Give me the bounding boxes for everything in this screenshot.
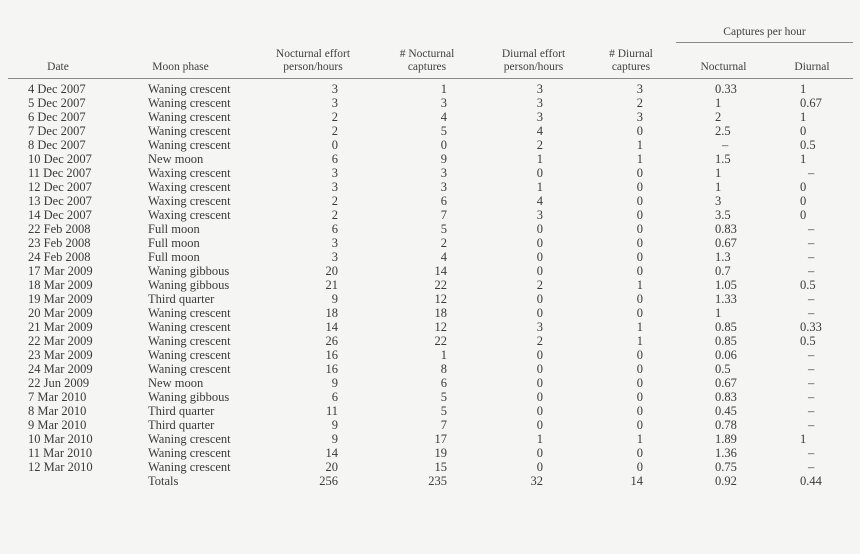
cell: 9 xyxy=(331,417,338,432)
cell: 1 xyxy=(440,81,447,96)
cell: 12 Mar 2010 xyxy=(28,459,93,474)
cell: 0 xyxy=(536,221,543,236)
table-row xyxy=(8,292,853,306)
cell: Full moon xyxy=(148,249,200,264)
cell: 21 Mar 2009 xyxy=(28,319,93,334)
cell: 0.33 xyxy=(715,81,737,96)
cell: 6 xyxy=(440,375,447,390)
cell: 2 xyxy=(536,137,543,152)
cell: 24 Mar 2009 xyxy=(28,361,93,376)
cell: 1 xyxy=(800,151,807,166)
cell: 8 Mar 2010 xyxy=(28,403,87,418)
header-spacer xyxy=(373,26,481,43)
cell: Waning crescent xyxy=(148,347,231,362)
captures-per-hour-group-header: Captures per hour xyxy=(676,26,853,43)
cell: – xyxy=(808,305,815,320)
col-header-label: Moon phase xyxy=(152,60,209,73)
cell: 2 xyxy=(536,277,543,292)
table-row xyxy=(8,404,853,418)
cell: 0.67 xyxy=(715,375,737,390)
cell: 0.67 xyxy=(800,95,822,110)
cell: Full moon xyxy=(148,235,200,250)
cell: 0 xyxy=(636,179,643,194)
col-header-label: Nocturnal effort xyxy=(275,47,351,60)
cell: 4 xyxy=(440,249,447,264)
cell: – xyxy=(808,375,815,390)
cell: Waning crescent xyxy=(148,123,231,138)
cell: 1 xyxy=(715,165,722,180)
cell: 17 xyxy=(434,431,447,446)
cell: 0.83 xyxy=(715,389,737,404)
cell: 0 xyxy=(536,249,543,264)
cell: 0 xyxy=(636,221,643,236)
cell: New moon xyxy=(148,375,204,390)
cell: 3 xyxy=(331,81,338,96)
cell: 4 xyxy=(536,123,543,138)
cell: – xyxy=(808,249,815,264)
cell: Waxing crescent xyxy=(148,165,231,180)
cell: 3 xyxy=(331,179,338,194)
cell: 12 xyxy=(434,291,447,306)
cell: 0.5 xyxy=(800,137,816,152)
cell: Waning crescent xyxy=(148,361,231,376)
cell: 0 xyxy=(636,417,643,432)
cell: 19 Mar 2009 xyxy=(28,291,93,306)
cell: 1.3 xyxy=(715,249,731,264)
col-header-cph-diurnal xyxy=(771,43,853,79)
cell: Third quarter xyxy=(148,403,215,418)
cell: 11 Mar 2010 xyxy=(28,445,93,460)
cell: 0.75 xyxy=(715,459,737,474)
cell: 0 xyxy=(636,207,643,222)
cell: 2 xyxy=(331,193,338,208)
table-row xyxy=(8,166,853,180)
cell: 22 xyxy=(434,277,447,292)
cell: 0 xyxy=(800,179,807,194)
cell: 3 xyxy=(331,235,338,250)
cell: 0.83 xyxy=(715,221,737,236)
cell: – xyxy=(808,389,815,404)
cell: 0 xyxy=(636,389,643,404)
cell: 0 xyxy=(636,193,643,208)
table-row xyxy=(8,124,853,138)
cell: Waning crescent xyxy=(148,319,231,334)
col-header-cph-nocturnal xyxy=(676,43,771,79)
cell: 0 xyxy=(636,263,643,278)
table-row xyxy=(8,278,853,292)
cell: 0 xyxy=(331,137,338,152)
col-header-label: # Diurnal xyxy=(609,47,653,60)
cell: 2 xyxy=(440,235,447,250)
cell: – xyxy=(808,403,815,418)
cell: 22 Mar 2009 xyxy=(28,333,93,348)
cell: 2 xyxy=(331,109,338,124)
cell: 21 xyxy=(325,277,338,292)
cell: 0 xyxy=(636,165,643,180)
cell: 18 xyxy=(325,305,338,320)
cell: – xyxy=(722,137,729,152)
cell: 32 xyxy=(530,473,543,488)
cell: 0.78 xyxy=(715,417,737,432)
cell: 0.44 xyxy=(800,473,822,488)
table-row xyxy=(8,180,853,194)
cell: 3 xyxy=(536,319,543,334)
col-header-label: Diurnal effort xyxy=(501,47,566,60)
col-header-label: # Nocturnal xyxy=(399,47,455,60)
table-body xyxy=(8,78,853,488)
group-header-row xyxy=(8,26,853,43)
table-row xyxy=(8,96,853,110)
table-row xyxy=(8,418,853,432)
cell: Waxing crescent xyxy=(148,207,231,222)
cell: 1.05 xyxy=(715,277,737,292)
table-header xyxy=(8,26,853,78)
cell: 5 xyxy=(440,389,447,404)
header-spacer xyxy=(108,26,253,43)
cell: 3 xyxy=(331,165,338,180)
cell: 1 xyxy=(636,319,643,334)
cell: 6 xyxy=(331,151,338,166)
cell: 23 Mar 2009 xyxy=(28,347,93,362)
cell: 2.5 xyxy=(715,123,731,138)
cell: 0 xyxy=(536,389,543,404)
cell: 2 xyxy=(715,109,722,124)
table-row xyxy=(8,236,853,250)
cell: 0 xyxy=(536,403,543,418)
cell: 0 xyxy=(536,305,543,320)
cell: 0.92 xyxy=(715,473,737,488)
col-header-label: Nocturnal xyxy=(700,60,747,73)
cell: 15 xyxy=(434,459,447,474)
cell: 0 xyxy=(536,459,543,474)
cell: 0 xyxy=(636,403,643,418)
cell: 22 Jun 2009 xyxy=(28,375,90,390)
cell: Waning crescent xyxy=(148,445,231,460)
cell: 1 xyxy=(636,151,643,166)
cell: 12 xyxy=(434,319,447,334)
cell: 23 Feb 2008 xyxy=(28,235,91,250)
cell: 8 Dec 2007 xyxy=(28,137,86,152)
header-spacer xyxy=(8,26,108,43)
cell: 13 Dec 2007 xyxy=(28,193,92,208)
cell: 0 xyxy=(636,249,643,264)
cell: 0 xyxy=(536,235,543,250)
cell: 1.36 xyxy=(715,445,737,460)
cell: 0 xyxy=(536,263,543,278)
cell: Third quarter xyxy=(148,291,215,306)
cell: 0 xyxy=(636,361,643,376)
col-header-label: Date xyxy=(47,60,69,73)
cell: 1 xyxy=(636,431,643,446)
cell: 2 xyxy=(331,123,338,138)
cell: 3 xyxy=(331,95,338,110)
cell: 1 xyxy=(800,109,807,124)
cell: Waning crescent xyxy=(148,109,231,124)
cell: 20 xyxy=(325,459,338,474)
cell: 3 xyxy=(536,95,543,110)
table-row xyxy=(8,446,853,460)
cell: 20 Mar 2009 xyxy=(28,305,93,320)
cell: 7 xyxy=(440,417,447,432)
cell: 24 Feb 2008 xyxy=(28,249,91,264)
cell: Waning crescent xyxy=(148,333,231,348)
cell: 16 xyxy=(325,361,338,376)
col-header-moon-phase xyxy=(108,43,253,79)
cell: 3 xyxy=(636,81,643,96)
col-header-label: Diurnal xyxy=(794,60,830,73)
cell: 0 xyxy=(440,137,447,152)
cell: 0 xyxy=(536,291,543,306)
cell: Third quarter xyxy=(148,417,215,432)
cell: 1 xyxy=(636,137,643,152)
survey-effort-table xyxy=(8,26,853,488)
cell: 26 xyxy=(325,333,338,348)
table-row xyxy=(8,264,853,278)
table-row xyxy=(8,138,853,152)
cell: 0.67 xyxy=(715,235,737,250)
cell: – xyxy=(808,165,815,180)
table-row xyxy=(8,208,853,222)
header-spacer xyxy=(586,26,676,43)
cell: 19 xyxy=(434,445,447,460)
table-row xyxy=(8,460,853,474)
cell: 16 xyxy=(325,347,338,362)
table-row xyxy=(8,250,853,264)
cell: Full moon xyxy=(148,221,200,236)
cell: 1 xyxy=(715,179,722,194)
cell: – xyxy=(808,347,815,362)
cell: Totals xyxy=(148,473,179,488)
cell: 5 xyxy=(440,123,447,138)
cell: – xyxy=(808,263,815,278)
cell: 0.33 xyxy=(800,319,822,334)
cell: 0.06 xyxy=(715,347,737,362)
cell: 0.7 xyxy=(715,263,731,278)
cell: 0 xyxy=(636,347,643,362)
cell: 0 xyxy=(536,165,543,180)
cell: 0.5 xyxy=(715,361,731,376)
cell: 0 xyxy=(536,347,543,362)
cell: 4 xyxy=(440,109,447,124)
cell: 0.45 xyxy=(715,403,737,418)
cell: 3 xyxy=(536,109,543,124)
table-row xyxy=(8,376,853,390)
cell: 7 Mar 2010 xyxy=(28,389,87,404)
cell: 9 Mar 2010 xyxy=(28,417,87,432)
cell: 1 xyxy=(440,347,447,362)
cell: 9 xyxy=(440,151,447,166)
cell: – xyxy=(808,459,815,474)
col-header-nocturnal-captures: # Nocturnal captures xyxy=(373,43,481,79)
cell: 11 Dec 2007 xyxy=(28,165,92,180)
cell: – xyxy=(808,221,815,236)
cell: 3 xyxy=(536,81,543,96)
cell: 3 xyxy=(440,95,447,110)
cell: – xyxy=(808,291,815,306)
cell: 1 xyxy=(536,151,543,166)
column-header-row xyxy=(8,43,853,79)
cell: – xyxy=(808,417,815,432)
table-row xyxy=(8,320,853,334)
cell: 6 xyxy=(331,221,338,236)
col-header-date xyxy=(8,43,108,79)
cell: 14 xyxy=(325,319,338,334)
cell: 0 xyxy=(536,417,543,432)
table-row xyxy=(8,334,853,348)
cell: 3 xyxy=(715,193,722,208)
cell: 4 xyxy=(536,193,543,208)
cell: 1 xyxy=(636,333,643,348)
cell: 10 Dec 2007 xyxy=(28,151,92,166)
cell: 0 xyxy=(536,375,543,390)
col-header-diurnal-captures: # Diurnal captures xyxy=(586,43,676,79)
cell: 22 Feb 2008 xyxy=(28,221,91,236)
table-row xyxy=(8,306,853,320)
cell: Waning crescent xyxy=(148,431,231,446)
cell: 4 Dec 2007 xyxy=(28,81,86,96)
cell: 0 xyxy=(636,305,643,320)
table-row xyxy=(8,78,853,96)
cell xyxy=(8,474,108,488)
table-row xyxy=(8,362,853,376)
cell: 0 xyxy=(800,193,807,208)
cell: 1.89 xyxy=(715,431,737,446)
cell: 1.33 xyxy=(715,291,737,306)
cell: 0 xyxy=(636,445,643,460)
cell: 3 xyxy=(536,207,543,222)
cell: 14 xyxy=(325,445,338,460)
cell: New moon xyxy=(148,151,204,166)
table-row xyxy=(8,390,853,404)
cell: Waning crescent xyxy=(148,95,231,110)
cell: Waning gibbous xyxy=(148,277,230,292)
cell: 0 xyxy=(636,291,643,306)
table-row xyxy=(8,110,853,124)
cell: 1 xyxy=(800,431,807,446)
cell: 14 xyxy=(630,473,643,488)
cell: – xyxy=(808,235,815,250)
header-spacer xyxy=(253,26,373,43)
cell: Waning gibbous xyxy=(148,389,230,404)
table-row xyxy=(8,194,853,208)
cell: 0 xyxy=(636,123,643,138)
cell: 5 xyxy=(440,221,447,236)
cell: Waning crescent xyxy=(148,137,231,152)
cell: 12 Dec 2007 xyxy=(28,179,92,194)
cell: 0.85 xyxy=(715,319,737,334)
cell: Waning gibbous xyxy=(148,263,230,278)
cell: 0.5 xyxy=(800,333,816,348)
header-spacer xyxy=(481,26,586,43)
cell: 5 xyxy=(440,403,447,418)
cell: 22 xyxy=(434,333,447,348)
cell: 3 xyxy=(440,179,447,194)
cell: 17 Mar 2009 xyxy=(28,263,93,278)
cell: 0 xyxy=(536,445,543,460)
cell: 2 xyxy=(636,95,643,110)
cell: Waning crescent xyxy=(148,459,231,474)
cell: 9 xyxy=(331,375,338,390)
cell: 1 xyxy=(536,179,543,194)
cell: 2 xyxy=(331,207,338,222)
cell: Waning crescent xyxy=(148,81,231,96)
cell: 3.5 xyxy=(715,207,731,222)
cell: 0 xyxy=(636,459,643,474)
cell: 7 xyxy=(440,207,447,222)
cell: 8 xyxy=(440,361,447,376)
cell: 6 xyxy=(331,389,338,404)
cell: 0 xyxy=(800,207,807,222)
col-header-nocturnal-effort: Nocturnal effort person/hours xyxy=(253,43,373,79)
cell: 10 Mar 2010 xyxy=(28,431,93,446)
cell: 3 xyxy=(440,165,447,180)
table-row xyxy=(8,152,853,166)
cell: 0.85 xyxy=(715,333,737,348)
totals-row xyxy=(8,474,853,488)
cell: 1 xyxy=(715,95,722,110)
cell: 9 xyxy=(331,291,338,306)
cell: 235 xyxy=(428,473,447,488)
cell: 0 xyxy=(636,235,643,250)
cell: – xyxy=(808,361,815,376)
cell: 0.5 xyxy=(800,277,816,292)
cell: 1.5 xyxy=(715,151,731,166)
cell: 256 xyxy=(319,473,338,488)
cell: 14 xyxy=(434,263,447,278)
cell: 0 xyxy=(536,361,543,376)
table-row xyxy=(8,348,853,362)
cell: 6 Dec 2007 xyxy=(28,109,86,124)
cell: 0 xyxy=(636,375,643,390)
cell: 1 xyxy=(715,305,722,320)
cell: 1 xyxy=(636,277,643,292)
cell: 0 xyxy=(800,123,807,138)
cell: 9 xyxy=(331,431,338,446)
cell: 6 xyxy=(440,193,447,208)
cell: 3 xyxy=(331,249,338,264)
cell: 7 Dec 2007 xyxy=(28,123,86,138)
cell: Waxing crescent xyxy=(148,193,231,208)
col-header-diurnal-effort: Diurnal effort person/hours xyxy=(481,43,586,79)
cell: Waxing crescent xyxy=(148,179,231,194)
cell: 1 xyxy=(800,81,807,96)
cell: 2 xyxy=(536,333,543,348)
cell: 14 Dec 2007 xyxy=(28,207,92,222)
cell: 1 xyxy=(536,431,543,446)
cell: 5 Dec 2007 xyxy=(28,95,86,110)
cell: 20 xyxy=(325,263,338,278)
cell: 3 xyxy=(636,109,643,124)
table-row xyxy=(8,432,853,446)
table-row xyxy=(8,222,853,236)
cell: Waning crescent xyxy=(148,305,231,320)
cell: – xyxy=(808,445,815,460)
cell: 18 Mar 2009 xyxy=(28,277,93,292)
cell: 11 xyxy=(325,403,338,418)
cell: 18 xyxy=(434,305,447,320)
